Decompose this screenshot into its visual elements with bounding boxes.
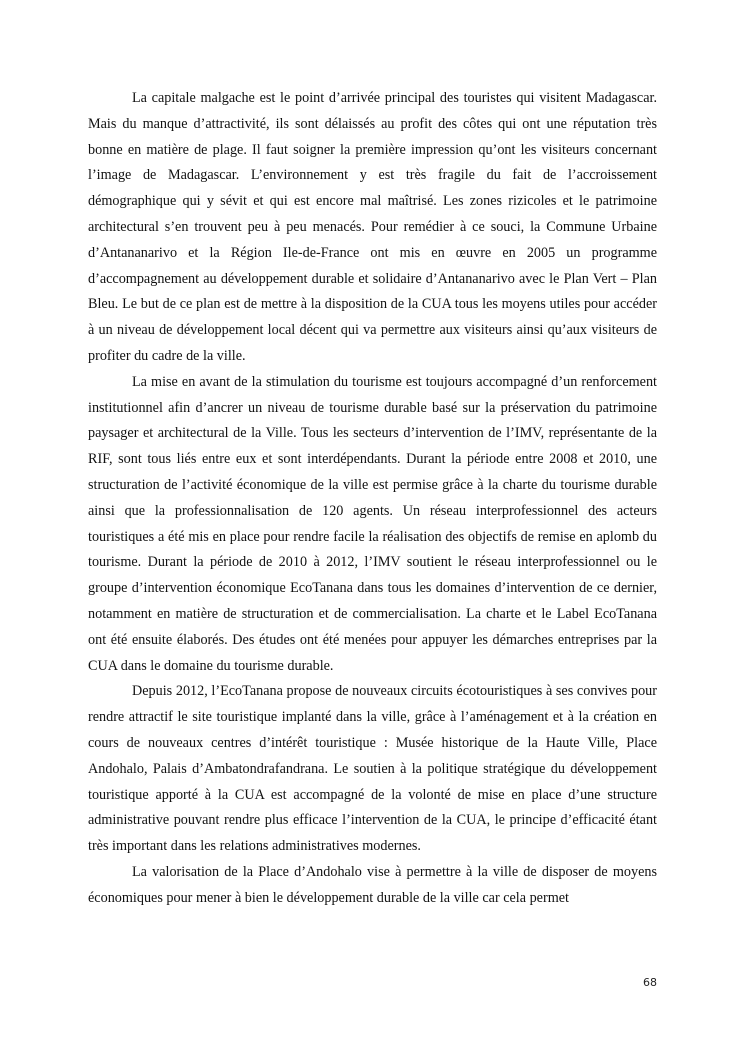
paragraph-capitale-malgache: La capitale malgache est le point d’arrivée principal des touristes qui visitent Madagascar. Mais du manque d’attractivité, ils sont délaissés au profit des côtes qui ont une réputation très bonne en matière de plage. Il faut soigner la première impression qu’ont les visiteurs concernant l’image de Madagascar. L’environnement y est très fragile du fait de l’accroissement démographique qui y sévit et qui est encore mal maîtrisé. Les zones rizicoles et le patrimoine architectural s’en trouvent peu à peu menacés. Pour remédier à ce souci, la Commune Urbaine d’Antananarivo et la Région Ile-de-France ont mis en œuvre en 2005 un programme d’accompagnement au développement durable et solidaire d’Antananarivo avec le Plan Vert – Plan Bleu. Le but de ce plan est de mettre à la disposition de la CUA tous les moyens utiles pour accéder à un niveau de développement local décent qui va permettre aux visiteurs ainsi qu’aux visiteurs de profiter du cadre de la ville. (88, 90, 657, 364)
paragraph-stimulation-tourisme: La mise en avant de la stimulation du tourisme est toujours accompagné d’un renforcement institutionnel afin d’ancrer un niveau de tourisme durable basé sur la préservation du patrimoine paysager et architectural de la Ville. Tous les secteurs d’intervention de l’IMV, représentante de la RIF, sont tous liés entre eux et sont interdépendants. Durant la période entre 2008 et 2010, une structuration de l’activité économique de la ville est permise grâce à la charte du tourisme durable ainsi que la professionnalisation de 120 agents. Un réseau interprofessionnel des acteurs touristiques a été mis en place pour rendre facile la réalisation des objectifs de remise en aplomb du tourisme. Durant la période de 2010 à 2012, l’IMV soutient le réseau interprofessionnel ou le groupe d’intervention économique EcoTanana dans tous les domaines d’intervention de ce dernier, notamment en matière de structuration et de commercialisation. La charte et le Label EcoTanana ont été ensuite élaborés. Des études ont été menées pour appuyer les démarches entreprises par la CUA dans le domaine du tourisme durable. (88, 373, 657, 674)
document-body (88, 86, 657, 912)
page-number: 68 (643, 976, 657, 989)
paragraph-place-andohalo: La valorisation de la Place d’Andohalo vise à permettre à la ville de disposer de moyens économiques pour mener à bien le développement durable de la ville car cela permet (88, 863, 657, 906)
paragraph-ecotanana-circuits: Depuis 2012, l’EcoTanana propose de nouveaux circuits écotouristiques à ses convives pour rendre attractif le site touristique implanté dans la ville, grâce à l’aménagement et à la création en cours de nouveaux centres d’intérêt touristique : Musée historique de la Haute Ville, Place Andohalo, Palais d’Ambatondrafandrana. Le soutien à la politique stratégique du développement touristique apporté à la CUA est accompagné de la volonté de mise en place d’une structure administrative pouvant rendre plus efficace l’intervention de la CUA, le principe d’efficacité étant très important dans les relations administratives modernes. (88, 683, 657, 855)
